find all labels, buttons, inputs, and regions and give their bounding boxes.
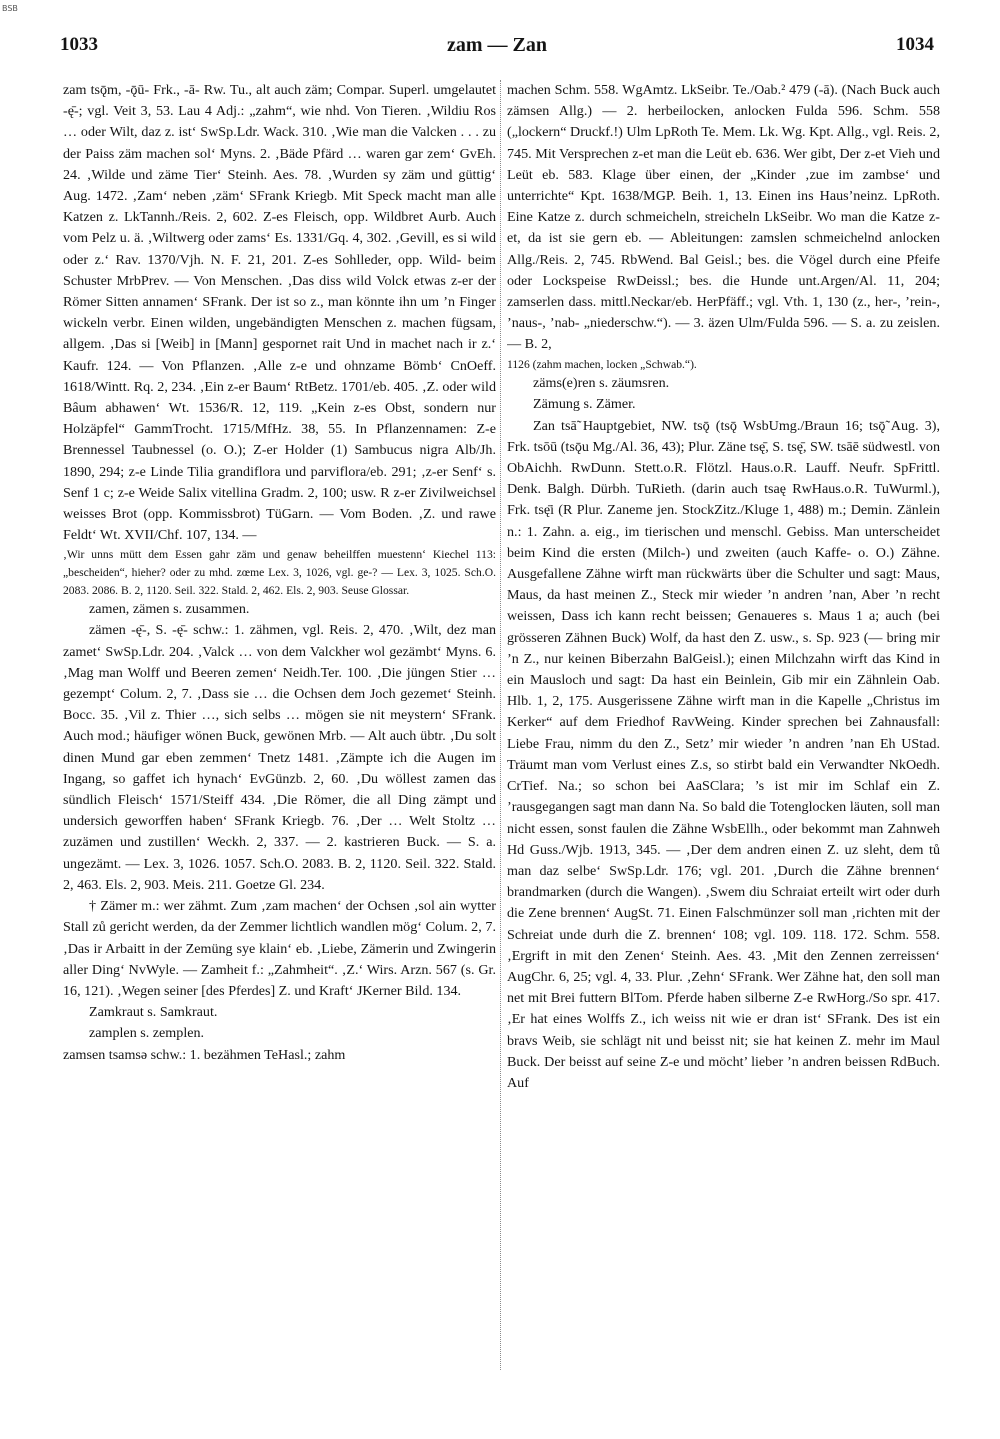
left-column [63, 80, 496, 1410]
entry-zamkraut: Zamkraut s. Samkraut. [89, 1004, 218, 1021]
entry-zamplen: zamplen s. zemplen. [89, 1025, 205, 1042]
entry-zaemung: Zämung s. Zämer. [533, 396, 636, 413]
page-number-left: 1033 [60, 34, 98, 55]
entry-zamsen-cont: machen Schm. 558. WgAmtz. LkSeibr. Te./Oab.² 479 (-ā). (Nach Buck auch zämsen Allg.) — 2. herbeilocken, anlocken Fulda 596. Schm. 558 („lockern“ Druckf.!) Ulm LpRoth Te. Mem. Lk. Wg. Kpt. Allg., vgl. Reis. 2, 745. Mit Versprechen z-et man die Leüt eb. 636. Wer gibt, Der z-et Vieh und Leüt eb. 583. Klage über einen, der „Kinder ‚zue im zambse‘ und unterrichte“ Kpt. 1638/MGP. Beih. 1, 13. Einen ins Haus’neinz. LpRoth. Eine Katze z. durch schmeicheln, streicheln LkSeibr. Wo man die Katze z-et, da ist sie gern eb. — Ableitungen: zamslen schmeichelnd anlocken Allg./Reis. 2, 745. RbWend. Bal Geisl.; bes. die Vögel durch eine Pfeife oder Lockspeise RwDeissl.; bes. die Hunde unt.Argen/Al. 11, 204; zamserlen dass. mittl.Neckar/eb. HerPfäff.; vgl. Vth. 1, 130 (z., her-, ’rein-, ’naus-, ’nab- „niederschw.“). — 3. äzen Ulm/Fulda 596. — S. a. zu zeislen. — B. 2, [507, 82, 940, 353]
page-number-right: 1034 [896, 34, 934, 55]
right-column [507, 80, 940, 1410]
entry-zamen: zamen, zämen s. zusammen. [89, 601, 250, 618]
library-stamp: BSB [2, 4, 18, 13]
running-title: zam — Zan [447, 34, 547, 56]
entry-zan: Zan tsā̃ Hauptgebiet, NW. tsǭ (tsǭ WsbUmg./Braun 16; tsǭ̃ Aug. 3), Frk. tsōū (tsǭu Mg./Al. 36, 43); Plur. Zäne tsę̄, S. tsę̄, SW. tsāē südwestl. von ObAichh. RwDunn. Stett.o.R. Flötzl. Haus.o.R. Lauff. Neufr. SpFrittl. Denk. Balgh. Dürbh. TuRieth. (darin auch tsaę RwHaus.o.R. TuWurml.), Frk. tsę̄i (R Plur. Zaneme jen. StockZitz./Kluge 1, 488) m.; Demin. Zänlein n.: 1. Zahn. a. eig., im tierischen und menschl. Gebiss. Man unterscheidet beim Kind die ersten (Milch-) und zweiten (auch Kaffe- o. O.) Zähne. Ausgefallene Zähne wirft man rückwärts über die Schulter und sagt: Maus, Maus, da hast meinen Z., Steck mir wieder ’n andren ’nan, Aber ’n recht weissen, Dass ich kann recht beissen; Genaueres s. Maus 1 a; auch (bei grösseren Zähnen Buck) Wolf, da hast den Z. usw., s. Sp. 923 (— bring mir ’n Z., nur keinen Biberzahn BalGeisl.); einen Milchzahn wirft das Kind in ein Mausloch und sagt: Da hast ein Beinlein, Gib mir ein Zähnlein Oab. Hlb. 1, 2, 175. Ausgerissene Zähne wirft man in die Kapelle „Christus im Kerker“ auf dem Friedhof RavWeing. Kinder sprechen bei Zahnausfall: Liebe Frau, nimm du den Z., Setz’ mir wieder ’n andren ’nan Eh UStad. Träumt man vom Verlust eines Z.s, so stirbt bald ein Verwandter NkOedh. CrTief. Na.; so schon bei AaSClara; ’s ist mir im Schlaf ein Z. ’rausgegangen sagt man dann Na. So bald die Totenglocken läuten, soll man nicht essen, sonst faulen die Zähne WsbEllh., oder bekommt man Zahnweh Hd Guss./Wjb. 1913, 345. — ‚Der dem andren einen Z. uz sleht, dem tů man daz selbe‘ SwSp.Ldr. 176; vgl. 201. ‚Durch die Zähne brennen‘ brandmarken (durch die Wangen). ‚Swem diu Schraiat erteilt wirt oder durh die Zene brennen‘ AugSt. 71. Einen Falschmünzer soll man ‚richten mit der Schreiat unde durh die Z. brennen‘ 108; vgl. 109. 118. 172. Schm. 558. ‚Ergrift in mit den Zenen‘ Steinh. Aes. 43. ‚Mit den Zennen zerreissen‘ AugChr. 6, 25; vgl. 4, 33. Plur. ‚Zehn‘ SFrank. Wer Zähne hat, den soll man net mit Brei futtern BlTom. Pferde haben silberne Z-e RwHorg./So spr. 417. ‚Er hat eines Wolffs Z., ich weiss nit wie er dran ist‘ SFrank. Des ist ein bravs Weib, sie schlägt nit und beisst nit; sie hat keinen Z. mehr im Maul Buck. Der beisst auf seine Z-e und möcht’ lieber ’n andren beissen RdBuch. Auf [507, 417, 940, 1091]
entry-zaemen: zämen -ę̄-, S. -ę̄- schw.: 1. zähmen, vgl. Reis. 2, 470. ‚Wilt, dez man zamet‘ SwSp.Ldr. 204. ‚Valck … von dem Valckher wol gezämbt‘ Myns. 6. ‚Mag man Wolff und Beeren zemen‘ Neidh.Ter. 100. ‚Die jüngen Stier … gezempt‘ Colum. 2, 7. ‚Dass sie … die Ochsen dem Joch gezemet‘ Steinh. Bocc. 35. ‚Vil z. Thier …, sich selbs … mögen sie nit meystern‘ SFrank. Auch mod.; häufiger wönen Buck, gewönen Mrb. — Alt auch übtr. ‚Du solt dinen Mund gar eben zemmen‘ Tnetz 1481. ‚Zämpte ich die Augen im Ingang, so gaffet ich hynach‘ EvGünzb. 2, 60. ‚Du wöllest zamen das sündlich Fleisch‘ 1571/Steiff 434. ‚Die Römer, die all Ding zämpt und undersich geworffen haben‘ SFrank Kriegb. 76. ‚Der … Welt Stoltz … zuzämen und zustillen‘ Weckh. 2, 337. — 2. kastrieren Buck. — S. a. ungezämt. — Lex. 3, 1026. 1057. Sch.O. 2083. B. 2, 1120. Seil. 322. Stald. 2, 463. Els. 2, 903. Meis. 211. Goetze Gl. 234. [63, 622, 496, 893]
entry-zaemsren: zäms(e)ren s. zäumsren. [533, 375, 670, 392]
column-divider [500, 80, 501, 1370]
entry-zaemer: † Zämer m.: wer zähmt. Zum ‚zam machen‘ der Ochsen ‚sol ain wytter Stall zů gericht werden, da der Zemmer lichtlich wandlen mög‘ Colum. 2, 7. ‚Das ir Arbaitt in der Zemüng sye klain‘ eb. ‚Liebe, Zämerin und Zwingerin aller Ding‘ NvWyle. — Zamheit f.: „Zahmheit“. ‚Z.‘ Wirs. Arzn. 567 (s. Gr. 16, 121). ‚Wegen seiner [des Pferdes] Z. und Kraft‘ JKerner Bild. 134. [63, 898, 496, 999]
entry-zam-note: ‚Wir unns mütt dem Essen gahr zäm und genaw beheilffen muestenn‘ Kiechel 113: „bescheiden“, hieher? oder zu mhd. zœme Lex. 3, 1026, vgl. ge-? — Lex. 3, 1025. Sch.O. 2083. 2086. B. 2, 1120. Seil. 322. Stald. 2, 462. Els. 2, 903. Seuse Glossar. [63, 548, 496, 597]
entry-zamsen: zamsen tsamsə schw.: 1. bezähmen TeHasl.; zahm [63, 1046, 346, 1063]
entry-zamsen-note: 1126 (zahm machen, locken „Schwab.“). [507, 357, 697, 371]
page-header [60, 30, 934, 58]
entry-zam: zam tsǭm, -ǭū- Frk., -ā- Rw. Tu., alt auch zäm; Compar. Superl. umgelautet -ę̄-; vgl. Veit 3, 53. Lau 4 Adj.: „zahm“, wie nhd. Von Tieren. ‚Wildiu Ros … oder Wilt, daz z. ist‘ SwSp.Ldr. Wack. 310. ‚Wie man die Valcken . . . zu der Paiss zäm machen sol‘ Myns. 2. ‚Bäde Pfärd … waren gar zem‘ GvEh. 24. ‚Wilde und zäme Tier‘ Steinh. Aes. 78. ‚Wurden sy zäm und güttig‘ Aug. 1472. ‚Zam‘ neben ‚zäm‘ SFrank Kriegb. Mit Speck macht man alle Katzen z. LkTannh./Reis. 2, 602. Z-es Fleisch, opp. Wildbret Aurb. Auch vom Pelz u. ä. ‚Wiltwerg oder zams‘ Es. 1331/Gq. 4, 302. ‚Gevill, es si wild oder z.‘ Rav. 1370/Vjh. N. F. 21, 201. Z-es Sohlleder, opp. Wild- beim Schuster MrbPrev. — Von Menschen. ‚Das diss wild Volck etwas z-er der Römer Sitten annamen‘ SFrank. Der ist so z., man könnte ihn um ’n Finger wickeln verbr. Einen wilden, ungebändigten Menschen z. machen fügsam, allgem. ‚Das si [Weib] in [Mann] gespornet rait Und in machet nach ir z.‘ Kaufr. 124. — Von Pflanzen. ‚Alle z-e und ohnzame Bömb‘ CnOeff. 1618/Wintt. Rq. 2, 234. ‚Ein z-er Baum‘ RtBetz. 1701/eb. 405. ‚Z. oder wild Bâum abhawen‘ Wt. 1536/R. 12, 119. „Kein z-es Obst, sondern nur Holzäpfel“ GammTrocht. 1715/MfHz. 38, 55. In Pflanzennamen: Z-e Brennessel Taubnessel (o. O.); Z-er Holder (1) Sambucus nigra Alb/Jh. 1890, 294; z-e Linde Tilia grandiflora und parviflora/eb. 291; ‚z-er Senf‘ s. Senf 1 c; z-e Weide Salix vitellina Gradm. 2, 100; usw. R z-er Zivilweichsel weisses Brot (opp. Kommissbrot) TüGarn. — Vom Boden. ‚Z. und rawe Feldt‘ Wt. XVII/Chf. 107, 134. — [63, 82, 496, 544]
